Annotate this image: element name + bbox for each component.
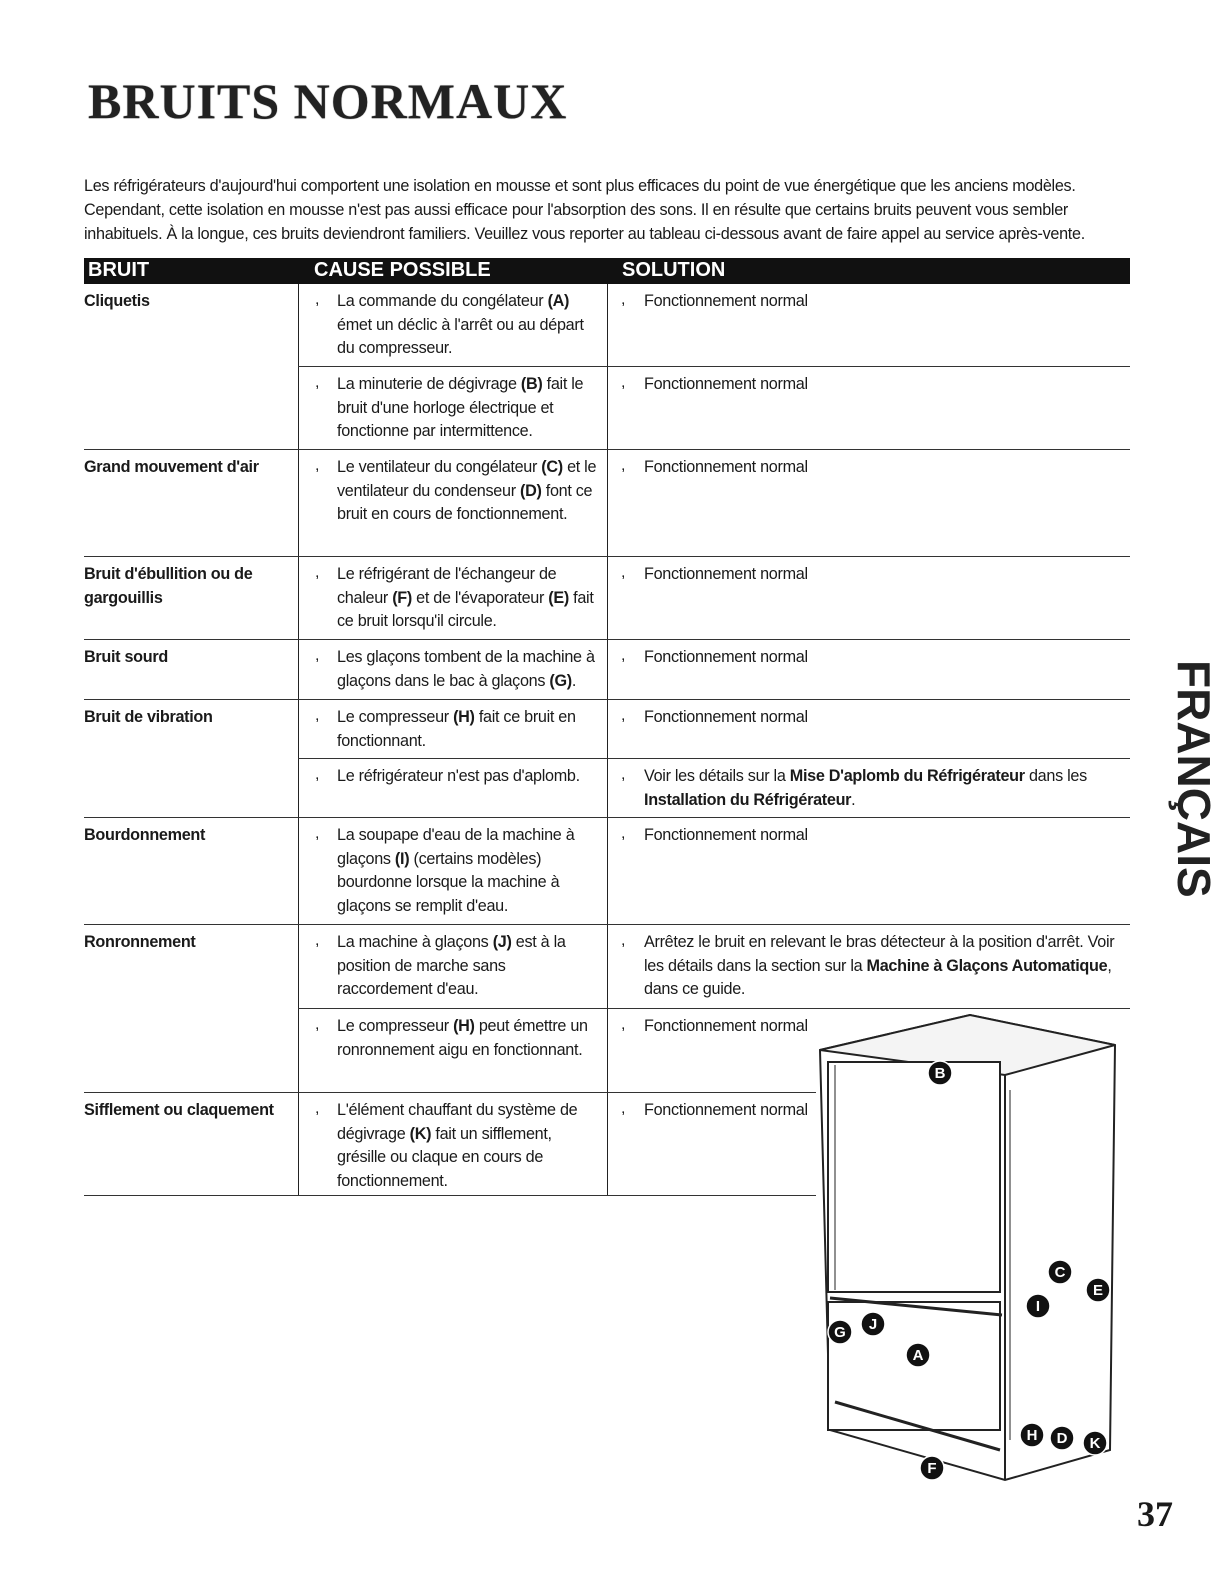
- intro-paragraph: Les réfrigérateurs d'aujourd'hui comportent une isolation en mousse et sont plus efficaces du point de vue énergétique que les anciens modèles. Cependant, cette isolation en mousse n'est pas aussi efficace pour l'absorption des sons. Il en résulte que certains bruits peuvent vous sembler inhabituels. À la longue, ces bruits deviendront familiers. Veuillez vous reporter au tableau ci-dessous avant de faire appel au service après-vente.: [84, 177, 1085, 243]
- bullet: ,: [621, 457, 626, 474]
- table-header: [84, 258, 1130, 284]
- diagram-marker-label: J: [868, 1316, 878, 1333]
- row-divider: [84, 1195, 816, 1196]
- cause-cell: [298, 700, 608, 758]
- table-row: [84, 450, 1130, 556]
- bullet: ,: [315, 457, 320, 474]
- bullet: ,: [315, 374, 320, 391]
- cause-cell: [298, 640, 608, 699]
- table-row: [84, 640, 1130, 699]
- bullet: ,: [315, 932, 320, 949]
- bullet: ,: [621, 825, 626, 842]
- diagram-marker-label: F: [927, 1460, 937, 1477]
- diagram-marker-label: C: [1054, 1264, 1066, 1281]
- table-row: [84, 818, 1130, 924]
- solution-text: Fonctionnement normal: [644, 708, 808, 726]
- cause-cell: [298, 818, 608, 924]
- cause-text: Le réfrigérant de l'échangeur de chaleur (F) et de l'évaporateur (E) fait ce bruit lorsqu'il circule.: [337, 565, 594, 630]
- bullet: ,: [315, 564, 320, 581]
- cause-cell: [298, 557, 608, 639]
- solution-text: Fonctionnement normal: [644, 1101, 808, 1119]
- table-row: [84, 759, 1130, 817]
- diagram-marker-label: E: [1092, 1282, 1104, 1299]
- bruit-cell: [84, 367, 289, 449]
- cause-cell: [298, 925, 608, 1008]
- solution-cell: [608, 818, 1128, 924]
- cause-cell: [298, 367, 608, 449]
- solution-text: Fonctionnement normal: [644, 565, 808, 583]
- cause-text: Le compresseur (H) peut émettre un ronronnement aigu en fonctionnant.: [337, 1017, 588, 1059]
- cause-text: Le réfrigérateur n'est pas d'aplomb.: [337, 767, 580, 785]
- bullet: ,: [621, 932, 626, 949]
- bullet: ,: [315, 291, 320, 308]
- solution-text: Arrêtez le bruit en relevant le bras détecteur à la position d'arrêt. Voir les détails dans la section sur la Machine à Glaçons Automatique, dans ce guide.: [644, 933, 1115, 998]
- cause-text: Les glaçons tombent de la machine à glaçons dans le bac à glaçons (G).: [337, 648, 595, 690]
- bruit-cell: Ronronnement: [84, 933, 196, 951]
- bruit-cell: Bruit de vibration: [84, 708, 213, 726]
- diagram-marker-label: I: [1035, 1298, 1041, 1315]
- bullet: ,: [315, 647, 320, 664]
- diagram-marker-label: A: [912, 1347, 924, 1364]
- bullet: ,: [621, 766, 626, 783]
- solution-cell: [608, 700, 1128, 758]
- diagram-marker-label: G: [834, 1324, 846, 1341]
- cause-text: La commande du congélateur (A) émet un déclic à l'arrêt ou au départ du compresseur.: [337, 292, 584, 357]
- table-row: [84, 557, 1130, 639]
- cause-text: La minuterie de dégivrage (B) fait le bruit d'une horloge électrique et fonctionne par intermittence.: [337, 375, 584, 440]
- cause-text: Le ventilateur du congélateur (C) et le ventilateur du condenseur (D) font ce bruit en cours de fonctionnement.: [337, 458, 597, 523]
- bruit-cell: [84, 1009, 289, 1092]
- side-tab-label: FRANÇAIS: [1168, 660, 1220, 898]
- solution-text: Fonctionnement normal: [644, 292, 808, 310]
- solution-text: Fonctionnement normal: [644, 1017, 808, 1035]
- bruit-cell: [84, 759, 289, 817]
- solution-text: Fonctionnement normal: [644, 458, 808, 476]
- table-row: [84, 925, 1130, 1008]
- cause-cell: [298, 450, 608, 556]
- solution-cell: [608, 640, 1128, 699]
- bullet: ,: [315, 1016, 320, 1033]
- bullet: ,: [621, 1100, 626, 1117]
- bruit-cell: Cliquetis: [84, 292, 150, 310]
- bullet: ,: [621, 564, 626, 581]
- solution-text: Voir les détails sur la Mise D'aplomb du Réfrigérateur dans les Installation du Réfrigérateur.: [644, 767, 1087, 809]
- solution-cell: [608, 925, 1128, 1008]
- bullet: ,: [621, 647, 626, 664]
- bruit-cell: Bruit d'ébullition ou de gargouillis: [84, 565, 253, 607]
- bullet: ,: [315, 825, 320, 842]
- solution-cell: [608, 557, 1128, 639]
- cause-cell: [298, 1093, 608, 1195]
- bullet: ,: [315, 1100, 320, 1117]
- bullet: ,: [621, 291, 626, 308]
- header-bruit: BRUIT: [88, 259, 150, 281]
- bullet: ,: [621, 707, 626, 724]
- solution-text: Fonctionnement normal: [644, 375, 808, 393]
- bullet: ,: [315, 707, 320, 724]
- refrigerator-diagram: [810, 1010, 1130, 1490]
- header-cause: CAUSE POSSIBLE: [314, 259, 491, 281]
- solution-cell: [608, 759, 1128, 817]
- diagram-marker-label: H: [1026, 1427, 1038, 1444]
- page-title: BRUITS NORMAUX: [88, 73, 568, 129]
- solution-cell: [608, 284, 1128, 366]
- table-row: [84, 367, 1130, 449]
- bullet: ,: [621, 1016, 626, 1033]
- solution-text: Fonctionnement normal: [644, 826, 808, 844]
- diagram-marker-label: K: [1089, 1435, 1101, 1452]
- bruit-cell: Bruit sourd: [84, 648, 168, 666]
- cause-text: La machine à glaçons (J) est à la position de marche sans raccordement d'eau.: [337, 933, 566, 998]
- cause-cell: [298, 1009, 608, 1092]
- solution-cell: [608, 450, 1128, 556]
- table-row: [84, 700, 1130, 758]
- solution-text: Fonctionnement normal: [644, 648, 808, 666]
- cause-text: La soupape d'eau de la machine à glaçons (I) (certains modèles) bourdonne lorsque la machine à glaçons se remplit d'eau.: [337, 826, 575, 915]
- cause-text: L'élément chauffant du système de dégivrage (K) fait un sifflement, grésille ou claque en cours de fonctionnement.: [337, 1101, 578, 1190]
- header-solution: SOLUTION: [622, 259, 726, 281]
- cause-cell: [298, 284, 608, 366]
- solution-cell: [608, 367, 1128, 449]
- page-number: 37: [1137, 1494, 1173, 1534]
- diagram-marker-label: B: [934, 1065, 946, 1082]
- bullet: ,: [621, 374, 626, 391]
- language-side-tab: [1140, 660, 1220, 920]
- bullet: ,: [315, 766, 320, 783]
- diagram-marker-label: D: [1056, 1430, 1068, 1447]
- cause-cell: [298, 759, 608, 817]
- table-row: [84, 284, 1130, 366]
- cause-text: Le compresseur (H) fait ce bruit en fonctionnant.: [337, 708, 576, 750]
- bruit-cell: Sifflement ou claquement: [84, 1101, 274, 1119]
- bruit-cell: Bourdonnement: [84, 826, 206, 844]
- bruit-cell: Grand mouvement d'air: [84, 458, 259, 476]
